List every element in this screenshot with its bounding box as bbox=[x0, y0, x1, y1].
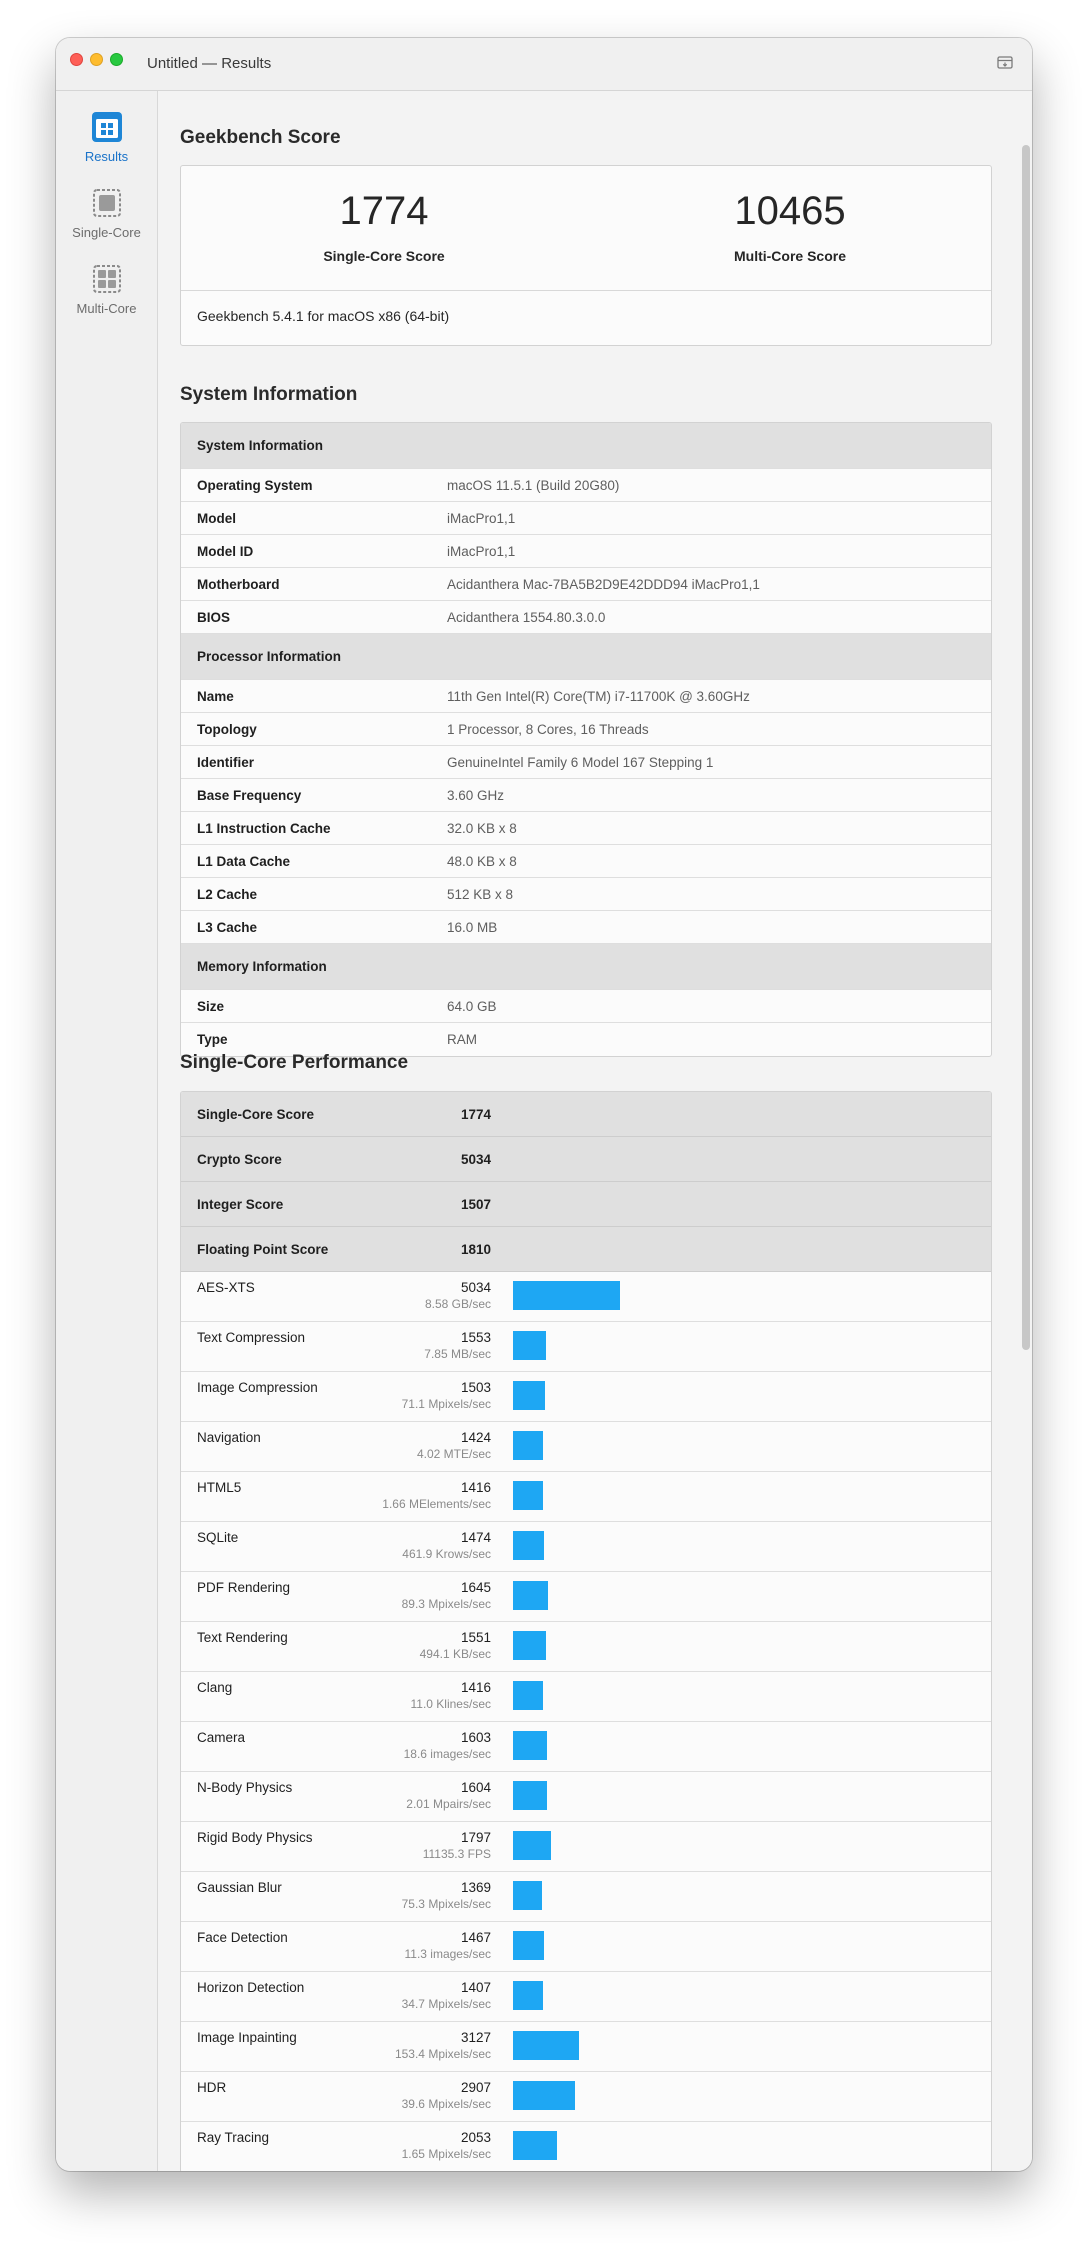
section-header bbox=[181, 423, 991, 469]
benchmark-score: 1416 bbox=[460, 1480, 491, 1495]
info-value: iMacPro1,1 bbox=[447, 544, 516, 559]
info-value: GenuineIntel Family 6 Model 167 Stepping 1 bbox=[447, 755, 714, 770]
benchmark-score-bar bbox=[513, 1781, 547, 1810]
vertical-scrollbar[interactable] bbox=[1022, 145, 1030, 1350]
single-core-score-label: Single-Core Score bbox=[323, 248, 445, 264]
benchmark-rate: 4.02 MTE/sec bbox=[416, 1447, 491, 1461]
sidebar-item-label: Single-Core bbox=[72, 225, 141, 240]
summary-value: 1810 bbox=[460, 1242, 491, 1257]
benchmark-name: Ray Tracing bbox=[197, 2130, 270, 2145]
benchmark-name: Horizon Detection bbox=[197, 1980, 305, 1995]
sidebar-item-single-core[interactable] bbox=[56, 187, 157, 240]
benchmark-name: Clang bbox=[197, 1680, 233, 1695]
benchmark-score-bar bbox=[513, 1731, 547, 1760]
benchmark-name: Image Compression bbox=[197, 1380, 318, 1395]
benchmark-rate: 7.85 MB/sec bbox=[424, 1347, 491, 1361]
benchmark-rate: 1.65 Mpixels/sec bbox=[401, 2147, 491, 2161]
sidebar-item-label: Results bbox=[84, 149, 129, 164]
info-value: 32.0 KB x 8 bbox=[447, 821, 517, 836]
zoom-window-button[interactable] bbox=[110, 53, 123, 66]
benchmark-row bbox=[181, 1972, 991, 2022]
info-row bbox=[181, 601, 991, 634]
minimize-window-button[interactable] bbox=[90, 53, 103, 66]
single-core-score-value: 1774 bbox=[339, 189, 429, 233]
benchmark-score: 1603 bbox=[460, 1730, 491, 1745]
benchmark-score-bar bbox=[513, 1681, 543, 1710]
info-key: L1 Data Cache bbox=[197, 854, 291, 869]
benchmark-score: 1604 bbox=[460, 1780, 491, 1795]
info-value: 3.60 GHz bbox=[447, 788, 505, 803]
info-row bbox=[181, 911, 991, 944]
single-core-performance-table bbox=[180, 1091, 992, 2171]
multi-core-score-value: 10465 bbox=[734, 189, 846, 233]
benchmark-row bbox=[181, 1922, 991, 1972]
benchmark-row bbox=[181, 1622, 991, 1672]
benchmark-score-bar bbox=[513, 1531, 544, 1560]
benchmark-name: SQLite bbox=[197, 1530, 239, 1545]
benchmark-score-bar bbox=[513, 1631, 546, 1660]
app-window bbox=[56, 38, 1032, 2171]
summary-label: Crypto Score bbox=[197, 1152, 282, 1167]
section-title: Memory Information bbox=[197, 959, 327, 974]
benchmark-name: Text Rendering bbox=[197, 1630, 288, 1645]
info-key: Topology bbox=[197, 722, 257, 737]
benchmark-score: 5034 bbox=[460, 1280, 491, 1295]
single-core-performance-heading: Single-Core Performance bbox=[180, 1052, 409, 1073]
benchmark-score-bar bbox=[513, 1831, 551, 1860]
info-key: L3 Cache bbox=[197, 920, 258, 935]
section-title: System Information bbox=[197, 438, 324, 453]
results-icon bbox=[91, 111, 123, 143]
benchmark-score: 1474 bbox=[460, 1530, 491, 1545]
benchmark-score: 1553 bbox=[460, 1330, 491, 1345]
info-row bbox=[181, 568, 991, 601]
benchmark-score: 2907 bbox=[460, 2080, 491, 2095]
benchmark-name: Image Inpainting bbox=[197, 2030, 297, 2045]
benchmark-row bbox=[181, 1422, 991, 1472]
section-title: Processor Information bbox=[197, 649, 342, 664]
benchmark-row bbox=[181, 2022, 991, 2072]
benchmark-score-bar bbox=[513, 1381, 545, 1410]
window-title: Untitled — Results bbox=[147, 55, 272, 72]
info-key: Base Frequency bbox=[197, 788, 302, 803]
benchmark-row bbox=[181, 2122, 991, 2171]
summary-value: 1507 bbox=[460, 1197, 491, 1212]
benchmark-name: Navigation bbox=[197, 1430, 261, 1445]
benchmark-row bbox=[181, 1472, 991, 1522]
info-row bbox=[181, 469, 991, 502]
benchmark-name: N-Body Physics bbox=[197, 1780, 293, 1795]
single-core-icon bbox=[91, 187, 123, 219]
benchmark-row bbox=[181, 1322, 991, 1372]
info-key: L2 Cache bbox=[197, 887, 258, 902]
title-bar bbox=[56, 38, 1032, 91]
benchmark-rate: 2.01 Mpairs/sec bbox=[406, 1797, 491, 1811]
info-value: Acidanthera Mac-7BA5B2D9E42DDD94 iMacPro1,1 bbox=[447, 577, 760, 592]
benchmark-score-bar bbox=[513, 2131, 557, 2160]
benchmark-score-bar bbox=[513, 1281, 620, 1310]
benchmark-rate: 1.66 MElements/sec bbox=[382, 1497, 491, 1511]
score-summary-row bbox=[181, 1092, 991, 1137]
benchmark-rate: 39.6 Mpixels/sec bbox=[401, 2097, 491, 2111]
benchmark-row bbox=[181, 1372, 991, 1422]
benchmark-rate: 34.7 Mpixels/sec bbox=[401, 1997, 491, 2011]
info-key: Identifier bbox=[197, 755, 255, 770]
section-header bbox=[181, 944, 991, 990]
summary-label: Single-Core Score bbox=[197, 1107, 315, 1122]
benchmark-score: 1467 bbox=[460, 1930, 491, 1945]
benchmark-score: 1797 bbox=[460, 1830, 491, 1845]
benchmark-rate: 11.3 images/sec bbox=[404, 1947, 491, 1961]
info-value: 64.0 GB bbox=[447, 999, 497, 1014]
benchmark-score-bar bbox=[513, 1431, 543, 1460]
benchmark-row bbox=[181, 1672, 991, 1722]
summary-value: 5034 bbox=[460, 1152, 491, 1167]
info-row bbox=[181, 502, 991, 535]
summary-value: 1774 bbox=[460, 1107, 491, 1122]
info-row bbox=[181, 535, 991, 568]
benchmark-score: 2053 bbox=[460, 2130, 491, 2145]
info-value: iMacPro1,1 bbox=[447, 511, 516, 526]
info-value: 11th Gen Intel(R) Core(TM) i7-11700K @ 3.60GHz bbox=[447, 689, 750, 704]
single-core-score-block bbox=[181, 186, 587, 264]
system-information-table bbox=[180, 422, 992, 1057]
benchmark-score: 1407 bbox=[460, 1980, 491, 1995]
benchmark-row bbox=[181, 2072, 991, 2122]
benchmark-row bbox=[181, 1522, 991, 1572]
benchmark-score-bar bbox=[513, 1981, 543, 2010]
info-row bbox=[181, 779, 991, 812]
info-row bbox=[181, 990, 991, 1023]
info-value: Acidanthera 1554.80.3.0.0 bbox=[447, 610, 606, 625]
info-value: RAM bbox=[447, 1032, 477, 1047]
benchmark-rate: 71.1 Mpixels/sec bbox=[401, 1397, 491, 1411]
benchmark-rate: 461.9 Krows/sec bbox=[402, 1547, 491, 1561]
share-icon[interactable] bbox=[996, 53, 1014, 71]
benchmark-row bbox=[181, 1872, 991, 1922]
info-key: Model ID bbox=[197, 544, 254, 559]
geekbench-score-heading: Geekbench Score bbox=[180, 127, 341, 148]
score-summary-row bbox=[181, 1182, 991, 1227]
info-row bbox=[181, 812, 991, 845]
score-card bbox=[180, 165, 992, 346]
benchmark-rate: 8.58 GB/sec bbox=[424, 1297, 491, 1311]
info-row bbox=[181, 680, 991, 713]
info-key: Model bbox=[197, 511, 236, 526]
benchmark-name: HDR bbox=[197, 2080, 227, 2095]
benchmark-score: 1424 bbox=[460, 1430, 491, 1445]
info-key: Motherboard bbox=[197, 577, 280, 592]
benchmark-score-bar bbox=[513, 1481, 543, 1510]
benchmark-score: 3127 bbox=[460, 2030, 491, 2045]
info-value: macOS 11.5.1 (Build 20G80) bbox=[447, 478, 620, 493]
info-row bbox=[181, 713, 991, 746]
benchmark-score-bar bbox=[513, 1931, 544, 1960]
info-key: Type bbox=[197, 1032, 228, 1047]
benchmark-score-bar bbox=[513, 2081, 575, 2110]
benchmark-name: Face Detection bbox=[197, 1930, 288, 1945]
sidebar bbox=[56, 91, 158, 2171]
benchmark-name: Gaussian Blur bbox=[197, 1880, 282, 1895]
benchmark-name: PDF Rendering bbox=[197, 1580, 291, 1595]
info-key: Operating System bbox=[197, 478, 313, 493]
benchmark-score: 1416 bbox=[460, 1680, 491, 1695]
section-header bbox=[181, 634, 991, 680]
benchmark-score: 1503 bbox=[460, 1380, 491, 1395]
benchmark-rate: 11135.3 FPS bbox=[422, 1847, 491, 1861]
multi-core-score-label: Multi-Core Score bbox=[733, 248, 846, 264]
benchmark-name: HTML5 bbox=[197, 1480, 242, 1495]
info-key: Name bbox=[197, 689, 234, 704]
summary-label: Floating Point Score bbox=[197, 1242, 329, 1257]
benchmark-name: Camera bbox=[197, 1730, 246, 1745]
benchmark-row bbox=[181, 1772, 991, 1822]
benchmark-score-bar bbox=[513, 1881, 542, 1910]
benchmark-name: AES-XTS bbox=[197, 1280, 255, 1295]
benchmark-name: Rigid Body Physics bbox=[197, 1830, 313, 1845]
benchmark-score: 1551 bbox=[460, 1630, 491, 1645]
info-value: 16.0 MB bbox=[447, 920, 498, 935]
benchmark-score: 1645 bbox=[460, 1580, 491, 1595]
sidebar-item-results[interactable] bbox=[56, 111, 157, 164]
benchmark-score-bar bbox=[513, 1331, 546, 1360]
benchmark-rate: 11.0 Klines/sec bbox=[410, 1697, 491, 1711]
sidebar-item-label: Multi-Core bbox=[76, 301, 137, 316]
info-key: Size bbox=[197, 999, 225, 1014]
info-value: 512 KB x 8 bbox=[447, 887, 514, 902]
benchmark-score-bar bbox=[513, 2031, 579, 2060]
info-value: 48.0 KB x 8 bbox=[447, 854, 517, 869]
benchmark-row bbox=[181, 1272, 991, 1322]
benchmark-rate: 75.3 Mpixels/sec bbox=[401, 1897, 491, 1911]
benchmark-score-bar bbox=[513, 1581, 548, 1610]
summary-label: Integer Score bbox=[197, 1197, 284, 1212]
info-row bbox=[181, 746, 991, 779]
info-row bbox=[181, 878, 991, 911]
info-key: BIOS bbox=[197, 610, 231, 625]
multi-core-score-block bbox=[587, 186, 993, 264]
benchmark-row bbox=[181, 1722, 991, 1772]
geekbench-version: Geekbench 5.4.1 for macOS x86 (64-bit) bbox=[181, 290, 991, 346]
score-summary-row bbox=[181, 1137, 991, 1182]
benchmark-rate: 494.1 KB/sec bbox=[419, 1647, 491, 1661]
system-information-heading: System Information bbox=[180, 384, 358, 405]
info-row bbox=[181, 845, 991, 878]
info-value: 1 Processor, 8 Cores, 16 Threads bbox=[447, 722, 649, 737]
results-content[interactable] bbox=[158, 91, 1032, 2171]
score-summary-row bbox=[181, 1227, 991, 1272]
benchmark-name: Text Compression bbox=[197, 1330, 306, 1345]
benchmark-row bbox=[181, 1822, 991, 1872]
benchmark-score: 1369 bbox=[460, 1880, 491, 1895]
multi-core-icon bbox=[91, 263, 123, 295]
benchmark-row bbox=[181, 1572, 991, 1622]
close-window-button[interactable] bbox=[70, 53, 83, 66]
benchmark-rate: 18.6 images/sec bbox=[403, 1747, 491, 1761]
sidebar-item-multi-core[interactable] bbox=[56, 263, 157, 316]
benchmark-rate: 153.4 Mpixels/sec bbox=[394, 2047, 491, 2061]
info-key: L1 Instruction Cache bbox=[197, 821, 331, 836]
benchmark-rate: 89.3 Mpixels/sec bbox=[401, 1597, 491, 1611]
